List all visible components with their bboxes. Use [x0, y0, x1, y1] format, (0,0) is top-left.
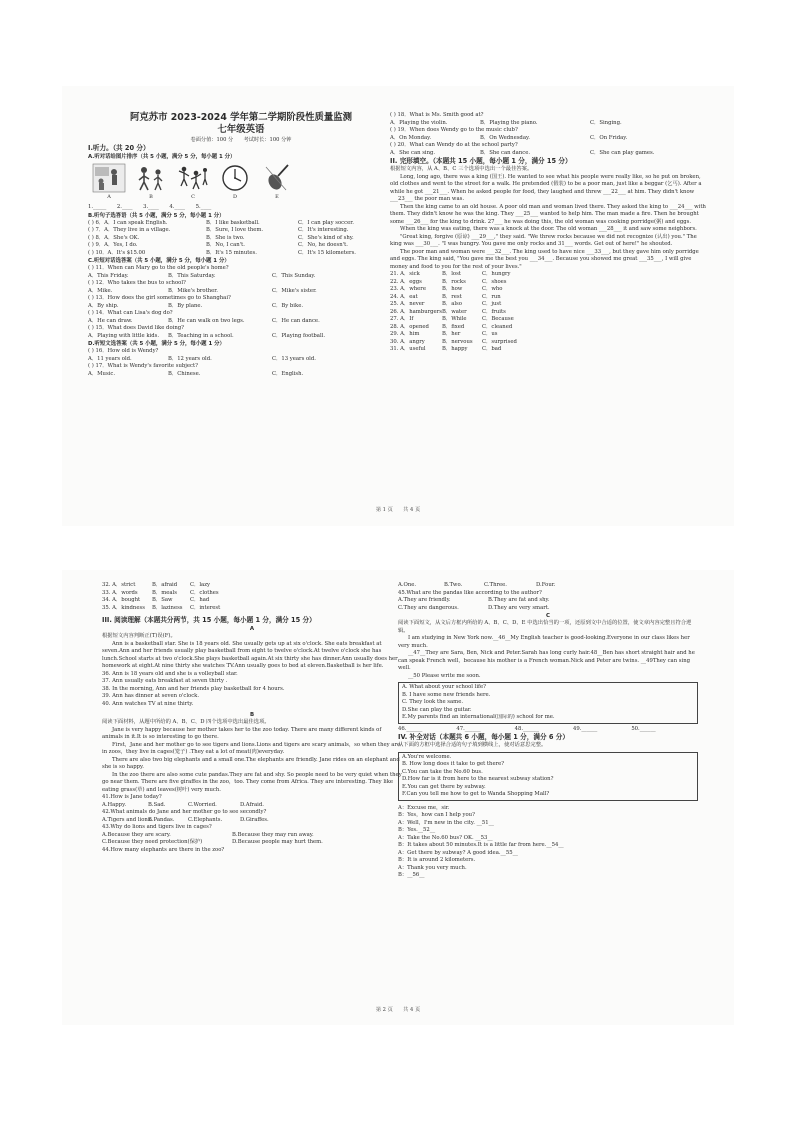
page1-footer: 第 1 页 共 4 页 — [375, 507, 421, 513]
option-text: C．Singing. — [590, 119, 622, 126]
answer-options — [88, 333, 394, 341]
answer-options — [390, 150, 708, 158]
option-text: B．rocks — [442, 278, 466, 285]
passage-paragraph: First，Jane and her mother go to see tigers and lions.Lions and tigers are scary animals，so when they are in zoos，they live in cages(笼子) .They eat a lot of meat(肉)everyday. — [102, 741, 401, 755]
question-row — [88, 242, 394, 250]
option-text: B．her — [442, 331, 461, 337]
option-text: C.They are dangerous. — [398, 604, 459, 611]
box-option: B. I have some new friends here. — [402, 691, 491, 698]
answer-blank: 48.______ — [514, 725, 539, 732]
box-option: B. How long does it take to get there? — [402, 761, 505, 767]
option-text: C．us — [482, 331, 498, 337]
picture-label-a: A — [107, 194, 111, 200]
page1-right-column — [390, 112, 708, 354]
option-text: C．He can dance. — [272, 317, 320, 324]
section-2-instructions: 根据短文内容，从 A、B、C 三个选项中选出一个最佳答案。 — [390, 166, 533, 172]
question-stem: 42.What animals do Jane and her mother go to see secondly? — [102, 809, 267, 815]
dialogue-line: A：Thank you very much. — [398, 864, 467, 871]
passage-paragraph: In the zoo there are also some cute pandas.They are fat and shy. So people need to be very quiet when they go near them. There are five giraffes in the zoo，too. They come from Africa. They are interesting. They like eating grass(草) and leaves(树叶) very much. — [102, 771, 402, 793]
option-text: C．She's kind of shy. — [298, 234, 354, 241]
option-text: B．water — [442, 308, 467, 315]
answer-blank: 50.______ — [631, 725, 656, 732]
option-text: D.Four. — [536, 582, 556, 588]
question-stem: ( ) 17．What is Wendy's favorite subject? — [88, 363, 198, 369]
question-row — [88, 235, 394, 243]
box-option: C.You can take the No.60 bus. — [402, 768, 483, 775]
cloze-paragraph: When the king was eating, there was a knock at the door. The old woman ___28___ it and saw some neighbors. — [400, 226, 697, 232]
option-box-c — [398, 682, 698, 724]
option-text: C．On Friday. — [590, 134, 628, 141]
option-text: 32. A．strict — [102, 582, 136, 588]
exam-page-1 — [62, 86, 734, 526]
option-text: B.They are fat and shy. — [488, 597, 550, 603]
option-text: C．This Sunday. — [272, 272, 316, 279]
option-text: C．Because — [482, 316, 514, 322]
option-text: A．11 years old. — [88, 355, 132, 362]
option-text: C．It's 15 kilometers. — [298, 249, 356, 256]
option-text: 29. A．him — [390, 331, 420, 337]
cloze-paragraph: Long, long ago, there was a king (国王). He wanted to see what his people were really like, so he put on broken, old clothes and went to the street for a walk. He pretended (假装) to be a poor man, just like a beggar (乞丐). After a while he got ___21___. When he asked people for food, they laughed and threw ___22___ at him. They didn't know ___23___ the poor man was. — [390, 173, 702, 202]
part-b-questions — [88, 220, 394, 258]
option-text: 23. A．where — [390, 286, 426, 292]
option-text: C．surprised — [482, 338, 517, 345]
page2-footer: 第 2 页 共 4 页 — [375, 1007, 421, 1013]
option-text: C.Three. — [484, 582, 507, 588]
option-text: B．I like basketball. — [206, 219, 260, 226]
cloze-option-row — [390, 346, 708, 354]
option-text: A．Music. — [88, 370, 116, 377]
option-text: A．This Friday. — [88, 272, 129, 279]
answer-options — [398, 605, 698, 613]
exam-meta: 卷面分值：100 分 考试时长：100 分钟 — [190, 137, 292, 143]
option-text: A．On Monday. — [390, 134, 432, 141]
option-text: B．12 years old. — [168, 355, 212, 362]
cloze-option-row — [390, 316, 708, 324]
cloze-option-row — [102, 582, 402, 590]
dialogue-line: A：Take the No.60 bus? OK. __53__ — [398, 834, 493, 841]
passage-paragraph: I am studying in New York now.__46__My English teacher is good-looking.Everyone in our class likes her very much. — [398, 635, 690, 649]
dialogue-line: B：__56__ — [398, 872, 425, 878]
cloze-option-row — [390, 331, 708, 339]
true-false-item: 38. In the morning, Ann and her friends play basketball for 4 hours. — [102, 685, 285, 692]
option-text: B．also — [442, 301, 462, 307]
option-text: B．It's 15 minutes. — [206, 249, 257, 256]
reading-passage-c — [398, 635, 698, 680]
option-text: 31. A．useful — [390, 346, 426, 352]
dialogue-line: B：Yes.__52__ — [398, 827, 436, 833]
option-text: C.Elephants. — [188, 816, 223, 823]
option-text: ( ) 6．A．I can speak English. — [88, 219, 168, 226]
option-text: A．She can sing. — [390, 149, 436, 156]
option-text: C．cleaned — [482, 323, 513, 330]
answer-blank: 47.______ — [456, 725, 481, 732]
cloze-option-row — [390, 309, 708, 317]
answer-blank: 49.______ — [572, 725, 598, 732]
option-text: B．Playing the piano. — [480, 119, 538, 126]
picture-c — [176, 163, 210, 202]
cloze-option-row — [390, 301, 708, 309]
option-text: B．Chinese. — [168, 370, 201, 377]
answer-options — [88, 318, 394, 326]
exam-page-2 — [62, 570, 734, 1025]
option-text: A.They are friendly. — [398, 597, 451, 603]
box-option: E.You can get there by subway. — [402, 783, 486, 790]
question-stem: 43.Why do lions and tigers live in cages? — [102, 824, 212, 830]
option-text: 24. A．eat — [390, 293, 418, 300]
part-c-questions — [88, 265, 394, 340]
option-text: B.Pandas. — [148, 816, 175, 823]
true-false-item: 37. Ann usually eats breakfast at seven thirty . — [102, 678, 228, 684]
option-text: B．Teaching in a school. — [168, 332, 234, 339]
passage-paragraph: There are also two big elephants and a small one.The elephants are friendly. Jane rides on an elephant and she is so happy. — [102, 756, 400, 770]
picture-label-d: D — [232, 194, 237, 200]
section-4-heading: IV. 补全对话（本题共 6 小题，每小题 1 分，满分 6 分） — [398, 733, 569, 741]
option-text: C．had — [190, 597, 210, 603]
answer-options — [102, 817, 402, 825]
page1-left-column — [88, 112, 394, 378]
option-text: B．meals — [152, 589, 177, 596]
reading-part-c-heading: C — [546, 613, 550, 619]
option-text: 21. A．sick — [390, 271, 420, 277]
picture-a — [92, 163, 126, 202]
option-text: D.They are very smart. — [488, 604, 550, 611]
option-text: B.Because they may run away. — [232, 831, 314, 838]
option-text: B．rest — [442, 293, 462, 300]
reading-passage-a: Ann is a basketball star. She is 18 years old. She usually gets up at six o'clock. She eats breakfast at seven.Ann and her friends usually play basketball from eight to twelve o'clock.At twelve o'clock she has lunch.School starts at two o'clock.She plays basketball again.At six thirty she has dinner.Ann usually does her homework at eight.At nine thirty she watches TV.Ann usually goes to bed at eleven.Basketball is her life. — [102, 640, 398, 669]
box-option: D.She can play the guitar. — [402, 706, 472, 713]
true-false-item: 36. Ann is 18 years old and she is a volleyball star. — [102, 670, 238, 677]
option-text: 33. A．words — [102, 589, 138, 596]
option-text: C．No, he doesn't. — [298, 242, 348, 248]
question-stem: ( ) 12．Who takes the bus to school? — [88, 280, 186, 286]
listening-pictures — [92, 163, 394, 202]
answer-options — [88, 273, 394, 281]
question-row — [88, 250, 394, 258]
option-text: 30. A．angry — [390, 338, 425, 345]
answer-options — [398, 597, 698, 605]
exam-subtitle: 七年级英语 — [217, 124, 265, 135]
option-text: B．She is two. — [206, 234, 245, 241]
option-text: D.Afraid. — [240, 801, 264, 808]
picture-label-c: C — [191, 194, 195, 200]
picture-d — [218, 163, 252, 202]
section-3-heading: III. 阅读理解（本题共分两节，共 15 小题，每小题 1 分，满分 15 分） — [102, 616, 316, 624]
answer-options — [102, 832, 402, 840]
option-text: A.Happy. — [102, 801, 127, 808]
option-text: C．By bike. — [272, 302, 304, 309]
option-text: B．lost — [442, 271, 461, 277]
dialogue-line: A：Get there by subway? A good idea.__55__ — [398, 849, 518, 856]
answer-options — [390, 120, 708, 128]
box-option: A. What about your school life? — [402, 684, 486, 690]
option-text: B．nervous — [442, 338, 473, 345]
option-text: C．English. — [272, 370, 304, 377]
part-a-heading: A.听对话给图片排序（共 5 小题，满分 5 分，每小题 1 分） — [88, 154, 236, 160]
option-text: A.Tigers and lions. — [102, 816, 153, 823]
option-text: B．This Saturday. — [168, 272, 216, 279]
box-option: F.Can you tell me how to get to Wanda Shopping Mall? — [402, 791, 550, 797]
multiple-choice-items-right — [398, 582, 698, 612]
exam-title: 阿克苏市 2023-2024 学年第二学期阶段性质量监测 — [130, 112, 352, 123]
box-option: E.My parents find an international(国际的) school for me. — [402, 714, 555, 720]
picture-label-e: E — [275, 194, 279, 200]
option-text: A.Because they are scary. — [102, 831, 171, 838]
page2-left-column — [102, 582, 402, 854]
option-text: 26. A．hamburgers — [390, 308, 442, 315]
option-text: C．shoes — [482, 278, 507, 285]
dancing-figures-icon — [176, 163, 210, 193]
reading-part-b-instructions: 阅读下面材料，从题中所给的 A、B、C、D 四个选项中选出最佳选项。 — [102, 719, 270, 725]
part-b-heading: B.听句子选答语（共 5 小题，满分 5 分，每小题 1 分） — [88, 212, 225, 219]
multiple-choice-items-left — [102, 794, 402, 854]
question-stem: ( ) 11．When can Mary go to the old people's home? — [88, 265, 229, 271]
part-d-heading: D.听短文选答案（共 5 小题，满分 5 分，每小题 1 分） — [88, 341, 225, 347]
true-false-items — [102, 671, 402, 709]
question-stem: ( ) 18．What is Ms. Smith good at? — [390, 112, 484, 118]
box-option: D.How far is it from here to the nearest subway station? — [402, 776, 554, 782]
answer-options — [390, 135, 708, 143]
option-text: C．clothes — [190, 589, 219, 596]
option-text: 22. A．eggs — [390, 278, 422, 285]
cloze-options — [390, 271, 708, 354]
option-text: B．By plane. — [168, 302, 203, 309]
option-text: C．Playing football. — [272, 332, 326, 339]
cloze-option-row — [102, 590, 402, 598]
question-stem: ( ) 15．What does David like doing? — [88, 325, 184, 331]
dialogue-line: A：Well，I'm new in the city. __51__ — [398, 819, 494, 826]
reading-part-a-heading: A — [249, 626, 255, 632]
part-d-questions-left — [88, 348, 394, 378]
option-text: B．While — [442, 316, 467, 322]
question-stem: ( ) 19．When does Wendy go to the music club? — [390, 127, 518, 133]
answer-options — [88, 371, 394, 379]
reading-part-c-instructions: 阅读下面短文，从文后方框内所给的 A、B、C、D、E 中选出恰当的一项，还原到文中合适的位置，使文章内容完整且符合逻辑。 — [398, 620, 692, 634]
reading-passage-b — [102, 727, 402, 795]
option-text: B．No, I can't. — [206, 242, 245, 248]
option-text: B．On Wednesday. — [480, 134, 530, 141]
answer-options — [88, 288, 394, 296]
answer-options — [102, 802, 402, 810]
cloze-paragraph: The poor man and woman were ___32___. The king used to have nice ___33___, but they gave him only porridge and eggs. The king said, "You gave me the best you ___34___. Because you showed me great ___35___, I will give money and food to you for the rest of your lives." — [390, 248, 699, 270]
dialogue-line: B：Yes，how can I help you? — [398, 812, 475, 818]
answer-blanks-1-5: 1._____ 2.____ 3.____ 4.____ 5.____ — [88, 204, 212, 210]
option-text: C．It's interesting. — [298, 227, 349, 233]
option-text: B．happy — [442, 346, 468, 352]
answer-options — [88, 356, 394, 364]
option-text: 25. A．never — [390, 301, 425, 307]
option-text: C．interest — [190, 604, 221, 611]
option-text: B．She can dance. — [480, 149, 531, 156]
cloze-passage — [390, 174, 708, 272]
option-text: C．who — [482, 286, 503, 292]
option-text: C.Worried. — [188, 801, 217, 808]
question-stem: ( ) 14．What can Lisa's dog do? — [88, 310, 173, 316]
option-text: C.Because they need protection(保护) — [102, 839, 203, 845]
option-text: A．Playing with little kids. — [88, 332, 160, 339]
section-1-heading: I.听力。（共 20 分） — [88, 144, 150, 152]
option-text: A．Mike. — [88, 287, 113, 294]
passage-paragraph: Jane is very happy because her mother takes her to the zoo today. There are many different kinds of animals in it.It is so interesting to go there. — [102, 726, 382, 740]
question-stem: 45.What are the pandas like according to the author? — [398, 589, 542, 596]
picture-b — [134, 163, 168, 202]
clock-icon — [218, 163, 252, 193]
option-text: B．laziness — [152, 604, 183, 611]
option-text: C．lazy — [190, 582, 210, 588]
cloze-paragraph: Then the king came to an old house. A poor old man and woman lived there. They asked the king to ___24___ with them. They didn't know he was the king. They ___25___ wanted to help him. The man made a fire. Then he brought some ___26___ for the king to drink. 27___ he was doing this, the old woman was cooking porridge(粥) and eggs. — [390, 203, 706, 225]
option-text: B．He can walk on two legs. — [168, 317, 245, 324]
question-stem: ( ) 16．How old is Wendy? — [88, 348, 159, 354]
answer-blanks-46-50 — [398, 726, 698, 734]
passage-paragraph: __50 Please write me soon. — [408, 672, 481, 679]
option-text: C．I can play soccer. — [298, 219, 354, 226]
option-text: A．Playing the violin. — [390, 119, 448, 126]
option-text: C．Mike's sister. — [272, 287, 317, 294]
cloze-option-row — [390, 339, 708, 347]
cloze-option-row — [390, 271, 708, 279]
option-text: B．afraid — [152, 582, 178, 588]
true-false-item: 40. Ann watches TV at nine thirty. — [102, 700, 194, 707]
option-text: B．how — [442, 286, 463, 292]
cloze-option-row — [390, 324, 708, 332]
option-text: C．fruits — [482, 308, 506, 315]
option-text: B．Sure, I love them. — [206, 227, 264, 233]
option-text: ( ) 10．A．It's $15.00 — [88, 249, 146, 256]
option-text: C．bad — [482, 346, 502, 352]
cloze-option-row — [102, 605, 402, 613]
option-text: 28. A．opened — [390, 323, 429, 330]
passage-paragraph: __47__They are Sara, Ben, Nick and Peter.Sarah has long curly hair.48__Ben has short straight hair and he can speak French well，because his mother is a French woman.Nick and Peter are twins. __49They can sing well. — [398, 650, 695, 671]
question-stem: 44.How many elephants are there in the zoo? — [102, 846, 225, 853]
option-text: 34. A．bought — [102, 597, 141, 603]
option-text: C．13 years old. — [272, 355, 316, 362]
option-text: C．hungry — [482, 271, 511, 277]
option-text: B．Mike's brother. — [168, 287, 218, 294]
picture-e — [260, 163, 294, 202]
part-d-questions-right — [390, 112, 708, 157]
dialogue-line: B：It is around 2 kilometers. — [398, 857, 476, 863]
option-text: B．Saw — [152, 597, 173, 603]
option-text: ( ) 8．A．She's OK. — [88, 234, 140, 241]
option-text: ( ) 7．A．They live in a village. — [88, 227, 171, 233]
dialogue — [398, 805, 698, 880]
option-text: B.Sad. — [148, 801, 166, 808]
people-walking-icon — [134, 163, 168, 193]
question-stem: ( ) 20．What can Wendy do at the school party? — [390, 142, 518, 148]
question-row — [88, 220, 394, 228]
option-text: D.Giraffes. — [240, 816, 269, 823]
section-4-instructions: 从下面的方框中选择合适的句子填到横线上，使对话意思完整。 — [398, 742, 547, 748]
option-text: D.Because people may hurt them. — [232, 839, 323, 845]
option-text: ( ) 9．A．Yes, I do. — [88, 242, 138, 248]
option-text: 35. A．kindness — [102, 604, 145, 611]
answer-options — [398, 582, 698, 590]
violin-icon — [260, 163, 294, 193]
cloze-paragraph: "Great king, forgive (原谅) ___29___," they said. "We threw rocks because we did not recognize (认出) you." The king was ___30___. "I was hungry. You gave me only rocks and 31___ words. Get out of here!" he shouted. — [390, 233, 697, 247]
question-stem: 41.How is Jane today? — [102, 794, 162, 800]
option-text: A．He can draw. — [88, 317, 133, 324]
teacher-student-icon — [92, 163, 126, 193]
picture-label-b: B — [149, 194, 153, 200]
cloze-option-row — [390, 294, 708, 302]
section-2-heading: II. 完形填空。（本题共 15 小题，每小题 1 分，满分 15 分） — [390, 157, 572, 165]
box-option: A.You're welcome. — [402, 753, 452, 760]
option-text: B.Two. — [444, 582, 463, 588]
option-text: A.One. — [398, 582, 417, 588]
cloze-option-row — [390, 279, 708, 287]
option-text: C．just — [482, 301, 502, 307]
dialogue-line: A：Excuse me，sir. — [398, 804, 450, 811]
reading-part-b-heading: B — [249, 712, 255, 718]
answer-blank: 46.______ — [398, 725, 423, 732]
question-stem: ( ) 13．How does the girl sometimes go to Shanghai? — [88, 295, 231, 301]
page2-right-column — [398, 582, 698, 880]
answer-options — [102, 839, 402, 847]
option-box-dialogue — [398, 752, 698, 801]
cloze-options-continued — [102, 582, 402, 612]
option-text: 27. A．If — [390, 316, 414, 322]
question-row — [88, 227, 394, 235]
box-option: C. They look the same. — [402, 699, 464, 705]
option-text: C．She can play games. — [590, 149, 655, 156]
answer-options — [88, 303, 394, 311]
reading-part-a-instructions: 根据短文内容判断正(T)误(F)。 — [102, 633, 176, 639]
dialogue-line: B：It takes about 50 minutes.It is a little far from here.__54__ — [398, 842, 564, 848]
option-text: A．By ship. — [88, 302, 119, 309]
cloze-option-row — [102, 597, 402, 605]
cloze-option-row — [390, 286, 708, 294]
part-c-heading: C.听短对话选答案（共 5 小题，满分 5 分，每小题 1 分） — [88, 258, 230, 264]
true-false-item: 39. Ann has dinner at seven o'clock. — [102, 693, 200, 699]
option-text: B．fixed — [442, 323, 465, 330]
option-text: C．run — [482, 293, 501, 300]
